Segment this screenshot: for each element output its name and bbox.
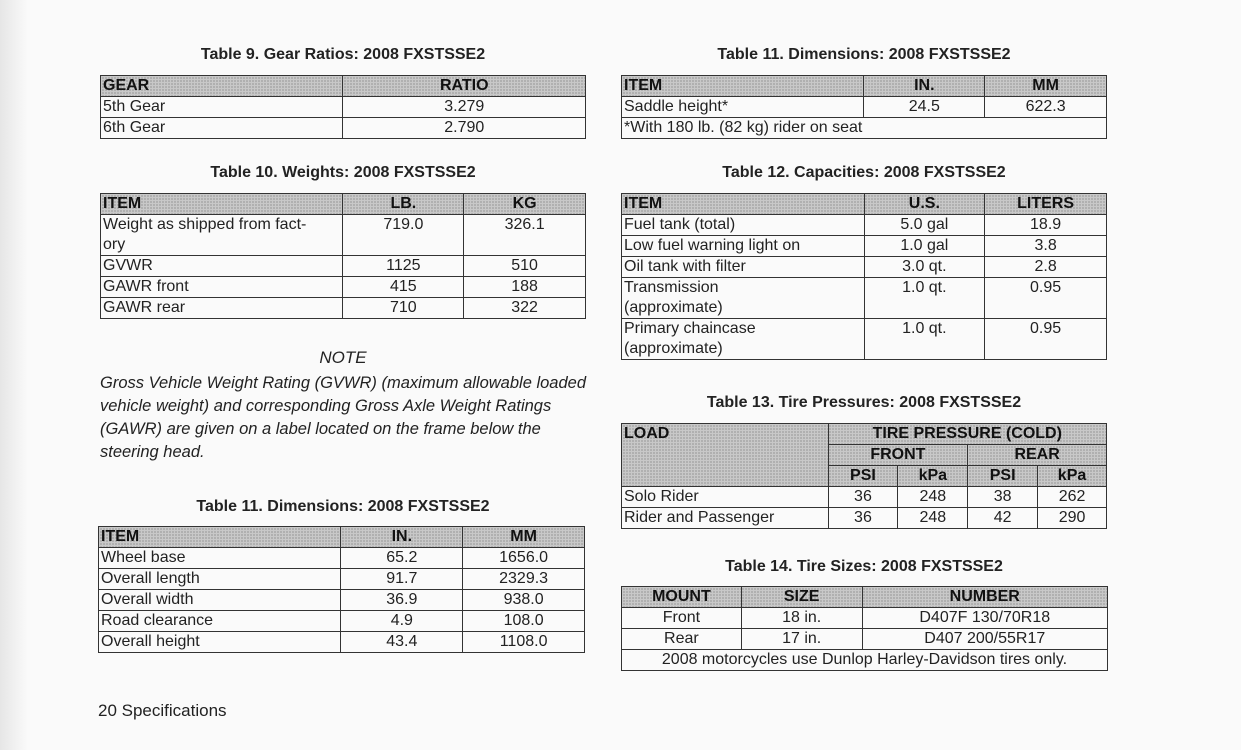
table-row	[101, 215, 586, 256]
table-header-load: LOAD	[622, 424, 829, 487]
table-header: IN.	[864, 76, 985, 97]
table-cell: 248	[898, 508, 968, 529]
table-cell: Road clearance	[99, 611, 341, 632]
table-header: GEAR	[101, 76, 343, 97]
table-cell: 510	[464, 256, 586, 277]
table-cell: Saddle height*	[622, 97, 864, 118]
table-cell: 2.8	[985, 257, 1107, 278]
table-header: ITEM	[101, 194, 343, 215]
table-row	[622, 257, 1107, 278]
table-11-saddle-height	[621, 75, 1107, 139]
table-cell: 3.279	[343, 97, 586, 118]
table-cell: Overall width	[99, 590, 341, 611]
table-header: IN.	[341, 527, 463, 548]
table-footnote: *With 180 lb. (82 kg) rider on seat	[622, 118, 1107, 139]
note-body: Gross Vehicle Weight Rating (GVWR) (maximum allowable loaded vehicle weight) and corresponding Gross Axle Weight Ratings (GAWR) are given on a label located on the frame below the steering head.	[100, 374, 587, 461]
table-cell: 0.95	[985, 278, 1107, 319]
table-cell: 42	[968, 508, 1038, 529]
table-cell: Overall length	[99, 569, 341, 590]
table-row	[622, 608, 1108, 629]
table-cell: GAWR rear	[101, 298, 343, 319]
table-cell: 415	[343, 277, 464, 298]
table-cell: 18.9	[985, 215, 1107, 236]
table-cell: 710	[343, 298, 464, 319]
table-cell: Oil tank with filter	[622, 257, 865, 278]
table-row	[101, 277, 586, 298]
table-cell: Transmission (approximate)	[622, 278, 865, 319]
table-row	[622, 319, 1107, 360]
table-header: ITEM	[622, 76, 864, 97]
table-11-dimensions-caption: Table 11. Dimensions: 2008 FXSTSSE2	[196, 498, 490, 515]
table-14-caption: Table 14. Tire Sizes: 2008 FXSTSSE2	[725, 558, 1003, 575]
table-row	[99, 548, 585, 569]
table-cell: 0.95	[985, 319, 1107, 360]
table-header-front: FRONT	[828, 445, 968, 466]
table-12-caption: Table 12. Capacities: 2008 FXSTSSE2	[722, 164, 1006, 181]
table-header: ITEM	[99, 527, 341, 548]
table-cell: 248	[898, 487, 968, 508]
table-cell: 18 in.	[741, 608, 862, 629]
table-cell: 1108.0	[463, 632, 585, 653]
table-10-weights	[100, 193, 586, 319]
table-cell: Wheel base	[99, 548, 341, 569]
table-cell: 6th Gear	[101, 118, 343, 139]
table-cell: GVWR	[101, 256, 343, 277]
table-cell: Rider and Passenger	[622, 508, 829, 529]
table-cell: Low fuel warning light on	[622, 236, 865, 257]
table-cell: 91.7	[341, 569, 463, 590]
table-cell: 5.0 gal	[864, 215, 985, 236]
table-cell: 1.0 gal	[864, 236, 985, 257]
table-header: U.S.	[864, 194, 985, 215]
table-10-caption: Table 10. Weights: 2008 FXSTSSE2	[210, 164, 476, 181]
table-cell: D407 200/55R17	[862, 629, 1107, 650]
table-cell: 1125	[343, 256, 464, 277]
table-footnote: 2008 motorcycles use Dunlop Harley-Davidson tires only.	[622, 650, 1108, 671]
table-header: SIZE	[741, 587, 862, 608]
table-row	[101, 298, 586, 319]
table-row	[622, 236, 1107, 257]
table-row	[99, 632, 585, 653]
table-header: ITEM	[622, 194, 865, 215]
table-cell: Fuel tank (total)	[622, 215, 865, 236]
table-cell: 290	[1038, 508, 1107, 529]
table-header: LITERS	[985, 194, 1107, 215]
table-11-dimensions	[98, 526, 585, 653]
table-row	[99, 590, 585, 611]
table-header-unit: PSI	[828, 466, 898, 487]
table-cell: 4.9	[341, 611, 463, 632]
table-cell: GAWR front	[101, 277, 343, 298]
table-row	[622, 629, 1108, 650]
table-cell: 24.5	[864, 97, 985, 118]
table-row	[101, 97, 586, 118]
page-footer: 20 Specifications	[98, 701, 227, 720]
table-header-tire-pressure: TIRE PRESSURE (COLD)	[828, 424, 1106, 445]
table-header: MOUNT	[622, 587, 742, 608]
table-cell: 1.0 qt.	[864, 319, 985, 360]
table-row	[622, 487, 1107, 508]
table-cell: 326.1	[464, 215, 586, 256]
table-row	[622, 278, 1107, 319]
table-header: LB.	[343, 194, 464, 215]
table-cell: Rear	[622, 629, 742, 650]
table-13-tire-pressures	[621, 423, 1107, 529]
table-cell: Overall height	[99, 632, 341, 653]
table-header: MM	[985, 76, 1107, 97]
table-header: KG	[464, 194, 586, 215]
table-row	[622, 508, 1107, 529]
table-cell: D407F 130/70R18	[862, 608, 1107, 629]
table-cell: 938.0	[463, 590, 585, 611]
table-cell: Weight as shipped from fact- ory	[101, 215, 343, 256]
table-cell: 3.0 qt.	[864, 257, 985, 278]
table-cell: 36.9	[341, 590, 463, 611]
table-cell: 36	[828, 487, 898, 508]
table-cell: 36	[828, 508, 898, 529]
table-14-tire-sizes	[621, 586, 1108, 671]
table-cell: 719.0	[343, 215, 464, 256]
table-cell: 65.2	[341, 548, 463, 569]
table-header-unit: kPa	[1038, 466, 1107, 487]
table-cell: Primary chaincase (approximate)	[622, 319, 865, 360]
table-cell: 17 in.	[741, 629, 862, 650]
table-row	[622, 215, 1107, 236]
table-cell: 188	[464, 277, 586, 298]
page-edge-shadow	[0, 0, 28, 750]
table-cell: 43.4	[341, 632, 463, 653]
table-cell: 2.790	[343, 118, 586, 139]
table-cell: 262	[1038, 487, 1107, 508]
table-cell: 2329.3	[463, 569, 585, 590]
table-11-saddle-caption: Table 11. Dimensions: 2008 FXSTSSE2	[717, 46, 1011, 63]
table-header: NUMBER	[862, 587, 1107, 608]
table-header: RATIO	[343, 76, 586, 97]
table-header-unit: PSI	[968, 466, 1038, 487]
table-13-caption: Table 13. Tire Pressures: 2008 FXSTSSE2	[706, 394, 1022, 411]
table-9-caption: Table 9. Gear Ratios: 2008 FXSTSSE2	[200, 46, 486, 63]
table-cell: Solo Rider	[622, 487, 829, 508]
table-row	[99, 611, 585, 632]
table-row	[101, 118, 586, 139]
table-cell: 322	[464, 298, 586, 319]
table-cell: 38	[968, 487, 1038, 508]
table-header-rear: REAR	[968, 445, 1107, 466]
table-footnote-row	[622, 118, 1107, 139]
table-cell: 108.0	[463, 611, 585, 632]
table-12-capacities	[621, 193, 1107, 360]
table-cell: Front	[622, 608, 742, 629]
table-row	[622, 97, 1107, 118]
table-footnote-row	[622, 650, 1108, 671]
table-row	[101, 256, 586, 277]
table-cell: 5th Gear	[101, 97, 343, 118]
note-title: NOTE	[319, 348, 367, 367]
table-cell: 1656.0	[463, 548, 585, 569]
table-header-unit: kPa	[898, 466, 968, 487]
table-row	[99, 569, 585, 590]
table-cell: 3.8	[985, 236, 1107, 257]
table-cell: 622.3	[985, 97, 1107, 118]
table-cell: 1.0 qt.	[864, 278, 985, 319]
table-9-gear-ratios	[100, 75, 586, 139]
table-header: MM	[463, 527, 585, 548]
